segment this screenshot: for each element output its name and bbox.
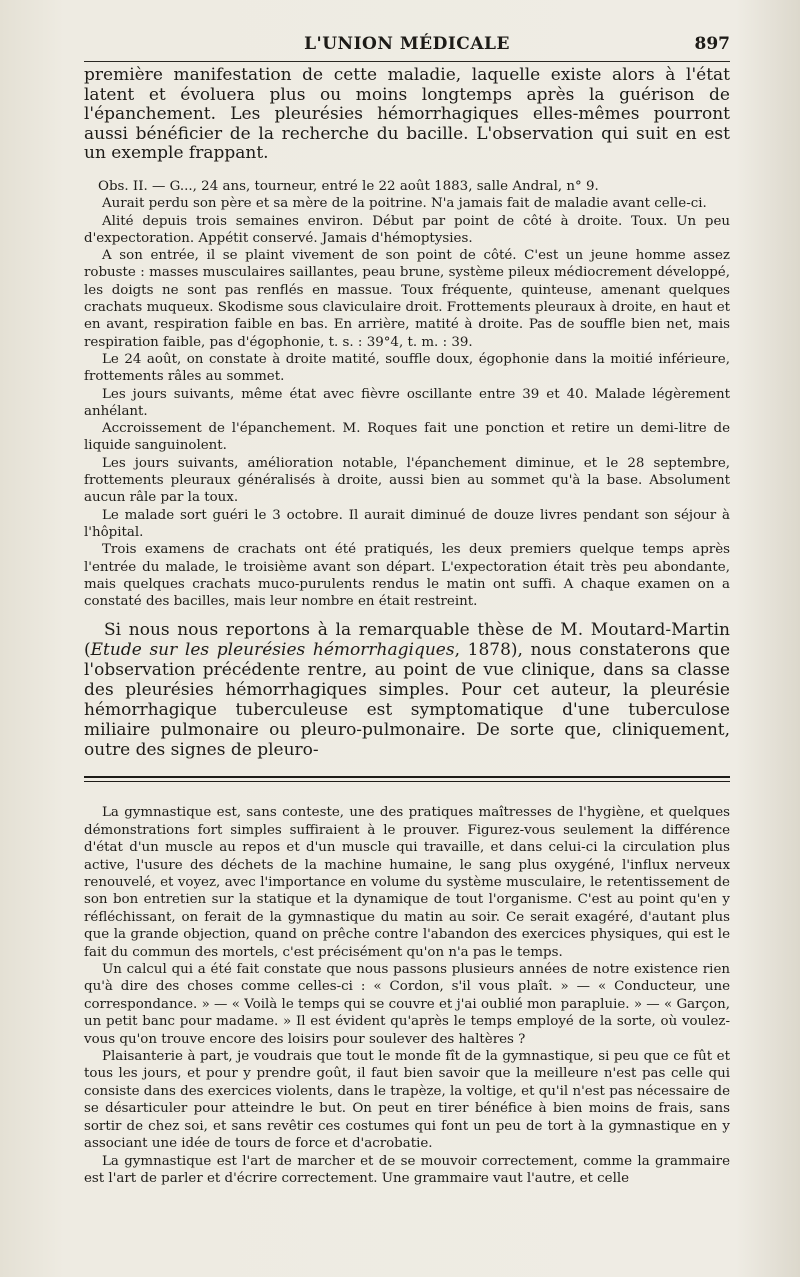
feuilleton-block (84, 804, 730, 1187)
observation-paragraph: Le malade sort guéri le 3 octobre. Il aurait diminué de douze livres pendant son séjour à l'hôpital. (84, 507, 730, 540)
text-span: Si nous nous reportons à la remarquable thèse de M. Moutard-Martin ( (84, 620, 730, 661)
feuilleton-divider (84, 776, 730, 782)
page-header (84, 0, 730, 66)
observation-paragraph: Accroissement de l'épanchement. M. Roques fait une ponction et retire un demi-litre de liquide sanguinolent. (84, 421, 730, 454)
feuilleton-paragraph: La gymnastique est, sans conteste, une des pratiques maîtresses de l'hygiène, et quelques démonstrations fort simples suffiraient à le prouver. Figurez-vous seulement la différence d'état d'un muscle au repos et d'un muscle qui travaille, et dans celui-ci la circulation plus active, l'usure des déchets de la machine humaine, le sang plus oxygéné, l'influx nerveux renouvelé, et voyez, avec l'importance en volume du système musculaire, le retentissement de son bon entretien sur la statique et la dynamique de tout l'organisme. C'est au point qu'en y réfléchissant, on ferait de la gymnastique du matin au soir. Ce serait exagéré, d'autant plus que la grande objection, quand on prêche contre l'abandon des exercices physiques, qui est le fait du commun des mortels, c'est précisément qu'on n'a pas le temps. (84, 805, 730, 960)
observation-paragraph: Le 24 août, on constate à droite matité, souffle doux, égophonie dans la moitié inférieure, frottements râles au sommet. (84, 351, 730, 385)
observation-paragraph: Les jours suivants, amélioration notable, l'épanchement diminue, et le 28 septembre, frottements pleuraux généralisés à droite, aussi bien au sommet qu'à la base. Absolument aucun râle par la toux. (84, 455, 730, 506)
main-text (84, 66, 730, 164)
observation-paragraph: Les jours suivants, même état avec fièvre oscillante entre 39 et 40. Malade légèrement anhélant. (84, 386, 730, 419)
header-rule (84, 61, 730, 62)
observation-paragraph: Obs. II. — G..., 24 ans, tourneur, entré le 22 août 1883, salle Andral, n° 9. (98, 178, 599, 194)
feuilleton-paragraph: Plaisanterie à part, je voudrais que tout le monde fît de la gymnastique, si peu que ce fût et tous les jours, et pour y prendre goût, il faut bien savoir que la meilleure n'est pas celle qui consiste dans des exercices violents, dans le trapèze, la voltige, et qu'il n'est pas nécessaire de se désarticuler pour atteindre le but. On peut en tirer bénéfice à bien moins de frais, sans sortir de chez soi, et sans revêtir ces costumes qui font un peu de tort à la gymnastique en y associant une idée de tours de force et d'acrobatie. (84, 1049, 730, 1152)
feuilleton-paragraph: Un calcul qui a été fait constate que nous passons plusieurs années de notre existence rien qu'à dire des choses comme celles-ci : « Cordon, s'il vous plaît. » — « Conducteur, une correspondance. » — « Voilà le temps qui se couvre et j'ai oublié mon parapluie. » — « Garçon, un petit banc pour madame. » Il est évident qu'après le temps employé de la sorte, où voulez-vous qu'on trouve encore des loisirs pour soulever des haltères ? (84, 962, 730, 1047)
observation-paragraph: A son entrée, il se plaint vivement de son point de côté. C'est un jeune homme assez robuste : masses musculaires saillantes, peau brune, système pileux médiocrement développé, les doigts ne sont pas renflés en massue. Toux fréquente, quinteuse, amenant quelques crachats muqueux. Skodisme sous claviculaire droit. Frottements pleuraux à droite, en haut et en avant, respiration faible en bas. En arrière, matité à droite. Pas de souffle bien net, mais respiration faible, pas d'égophonie, t. s. : 39°4, t. m. : 39. (84, 248, 730, 350)
observation-paragraph: Aurait perdu son père et sa mère de la poitrine. N'a jamais fait de maladie avant celle-ci. (102, 196, 707, 212)
running-title: L'UNION MÉDICALE (304, 34, 510, 54)
observation-paragraph: Alité depuis trois semaines environ. Début par point de côté à droite. Toux. Un peu d'expectoration. Appétit conservé. Jamais d'hémoptysies. (84, 213, 730, 246)
body-paragraph: première manifestation de cette maladie, laquelle existe alors à l'état latent et évoluera plus ou moins longtemps après la guérison de l'épanchement. Les pleurésies hémorrhagiques elles-mêmes pourront aussi bénéficier de la recherche du bacille. L'observation qui suit en est un exemple frappant. (84, 65, 730, 164)
body-paragraph (84, 620, 730, 760)
feuilleton-paragraph: La gymnastique est l'art de marcher et de se mouvoir correctement, comme la grammaire est l'art de parler et d'écrire correctement. Une grammaire vaut l'autre, et celle (84, 1153, 730, 1186)
observation-paragraph: Trois examens de crachats ont été pratiqués, les deux premiers quelque temps après l'entrée du malade, le troisième avant son départ. L'expectoration était très peu abondante, mais quelques crachats muco-purulents rendus le matin ont suffi. A chaque examen on a constaté des bacilles, mais leur nombre en était restreint. (84, 542, 730, 610)
text-span: , 1878), nous constaterons que l'observation précédente rentre, au point de vue clinique, dans sa classe des pleurésies hémorrhagiques simples. Pour cet auteur, la pleurésie hémorrhagique tuberculeuse est symptomatique d'une tuberculose miliaire pulmonaire ou pleuro-pulmonaire. De sorte que, cliniquement, outre des signes de pleuro- (84, 640, 730, 761)
main-text-continued (84, 620, 730, 760)
observation-block (84, 178, 730, 610)
thesis-title: Etude sur les pleurésies hémorrhagiques (90, 640, 455, 661)
page-number: 897 (694, 34, 730, 54)
